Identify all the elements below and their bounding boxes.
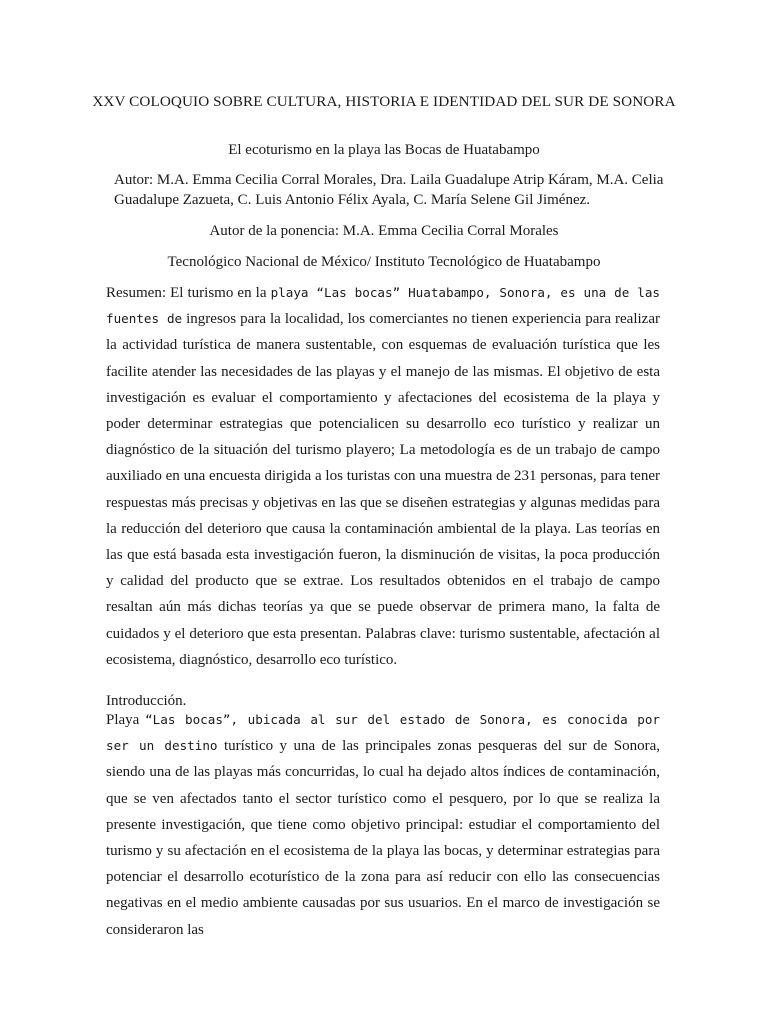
- presenter-line: Autor de la ponencia: M.A. Emma Cecilia Corral Morales: [209, 223, 559, 239]
- abstract-lead: Resumen: El turismo en la: [106, 285, 271, 301]
- intro-lead: Playa: [106, 712, 146, 728]
- institution-line: Tecnológico Nacional de México/ Instituto Tecnológico de Huatabampo: [167, 254, 601, 270]
- abstract-paragraph: [106, 280, 660, 673]
- abstract-mono-text: playa “Las bocas” Huatabampo, Sonora, es una de las fuentes de: [106, 285, 661, 327]
- document-title: XXV COLOQUIO SOBRE CULTURA, HISTORIA E IDENTIDAD DEL SUR DE SONORA: [92, 93, 676, 110]
- authors-line: Autor: M.A. Emma Cecilia Corral Morales, Dra. Laila Guadalupe Atrip Káram, M.A. Celia Guadalupe Zazueta, C. Luis Antonio Félix Ayala, C. María Selene Gil Jiménez.: [114, 172, 664, 208]
- intro-mono-text: “Las bocas”, ubicada al sur del estado de Sonora, es conocida por ser un destino: [106, 712, 661, 754]
- introduction-paragraph: [106, 707, 660, 943]
- intro-body: turístico y una de las principales zonas pesqueras del sur de Sonora, siendo una de las playas más concurridas, lo cual ha dejado altos índices de contaminación, que se ven afectados tanto el sector turístico como el pesquero, por lo que se realiza la presente investigación, que tiene como objetivo principal: estudiar el comportamiento del turismo y su afectación en el ecosistema de la playa las bocas, y determinar estrategias para potenciar el desarrollo ecoturístico de la zona para así reducir con ello las consecuencias negativas en el medio ambiente causadas por sus usuarios. En el marco de investigación se consideraron las: [106, 738, 660, 938]
- introduction-heading: Introducción.: [106, 693, 187, 709]
- document-subtitle: El ecoturismo en la playa las Bocas de Huatabampo: [228, 142, 540, 158]
- abstract-body: ingresos para la localidad, los comerciantes no tienen experiencia para realizar la actividad turística de manera sustentable, con esquemas de evaluación turística que les facilite atender las necesidades de las playas y el manejo de las mismas. El objetivo de esta investigación es evaluar el comportamiento y afectaciones del ecosistema de la playa y poder determinar estrategias que potencialicen su desarrollo eco turístico y realizar un diagnóstico de la situación del turismo playero; La metodología es de un trabajo de campo auxiliado en una encuesta dirigida a los turistas con una muestra de 231 personas, para tener respuestas más precisas y objetivas en las que se diseñen estrategias y algunas medidas para la reducción del deterioro que causa la contaminación ambiental de la playa. Las teorías en las que está basada esta investigación fueron, la disminución de visitas, la poca producción y calidad del producto que se extrae. Los resultados obtenidos en el trabajo de campo resaltan aún más dichas teorías ya que se puede observar de primera mano, la falta de cuidados y el deterioro que esta presentan. Palabras clave: turismo sustentable, afectación al ecosistema, diagnóstico, desarrollo eco turístico.: [106, 311, 660, 668]
